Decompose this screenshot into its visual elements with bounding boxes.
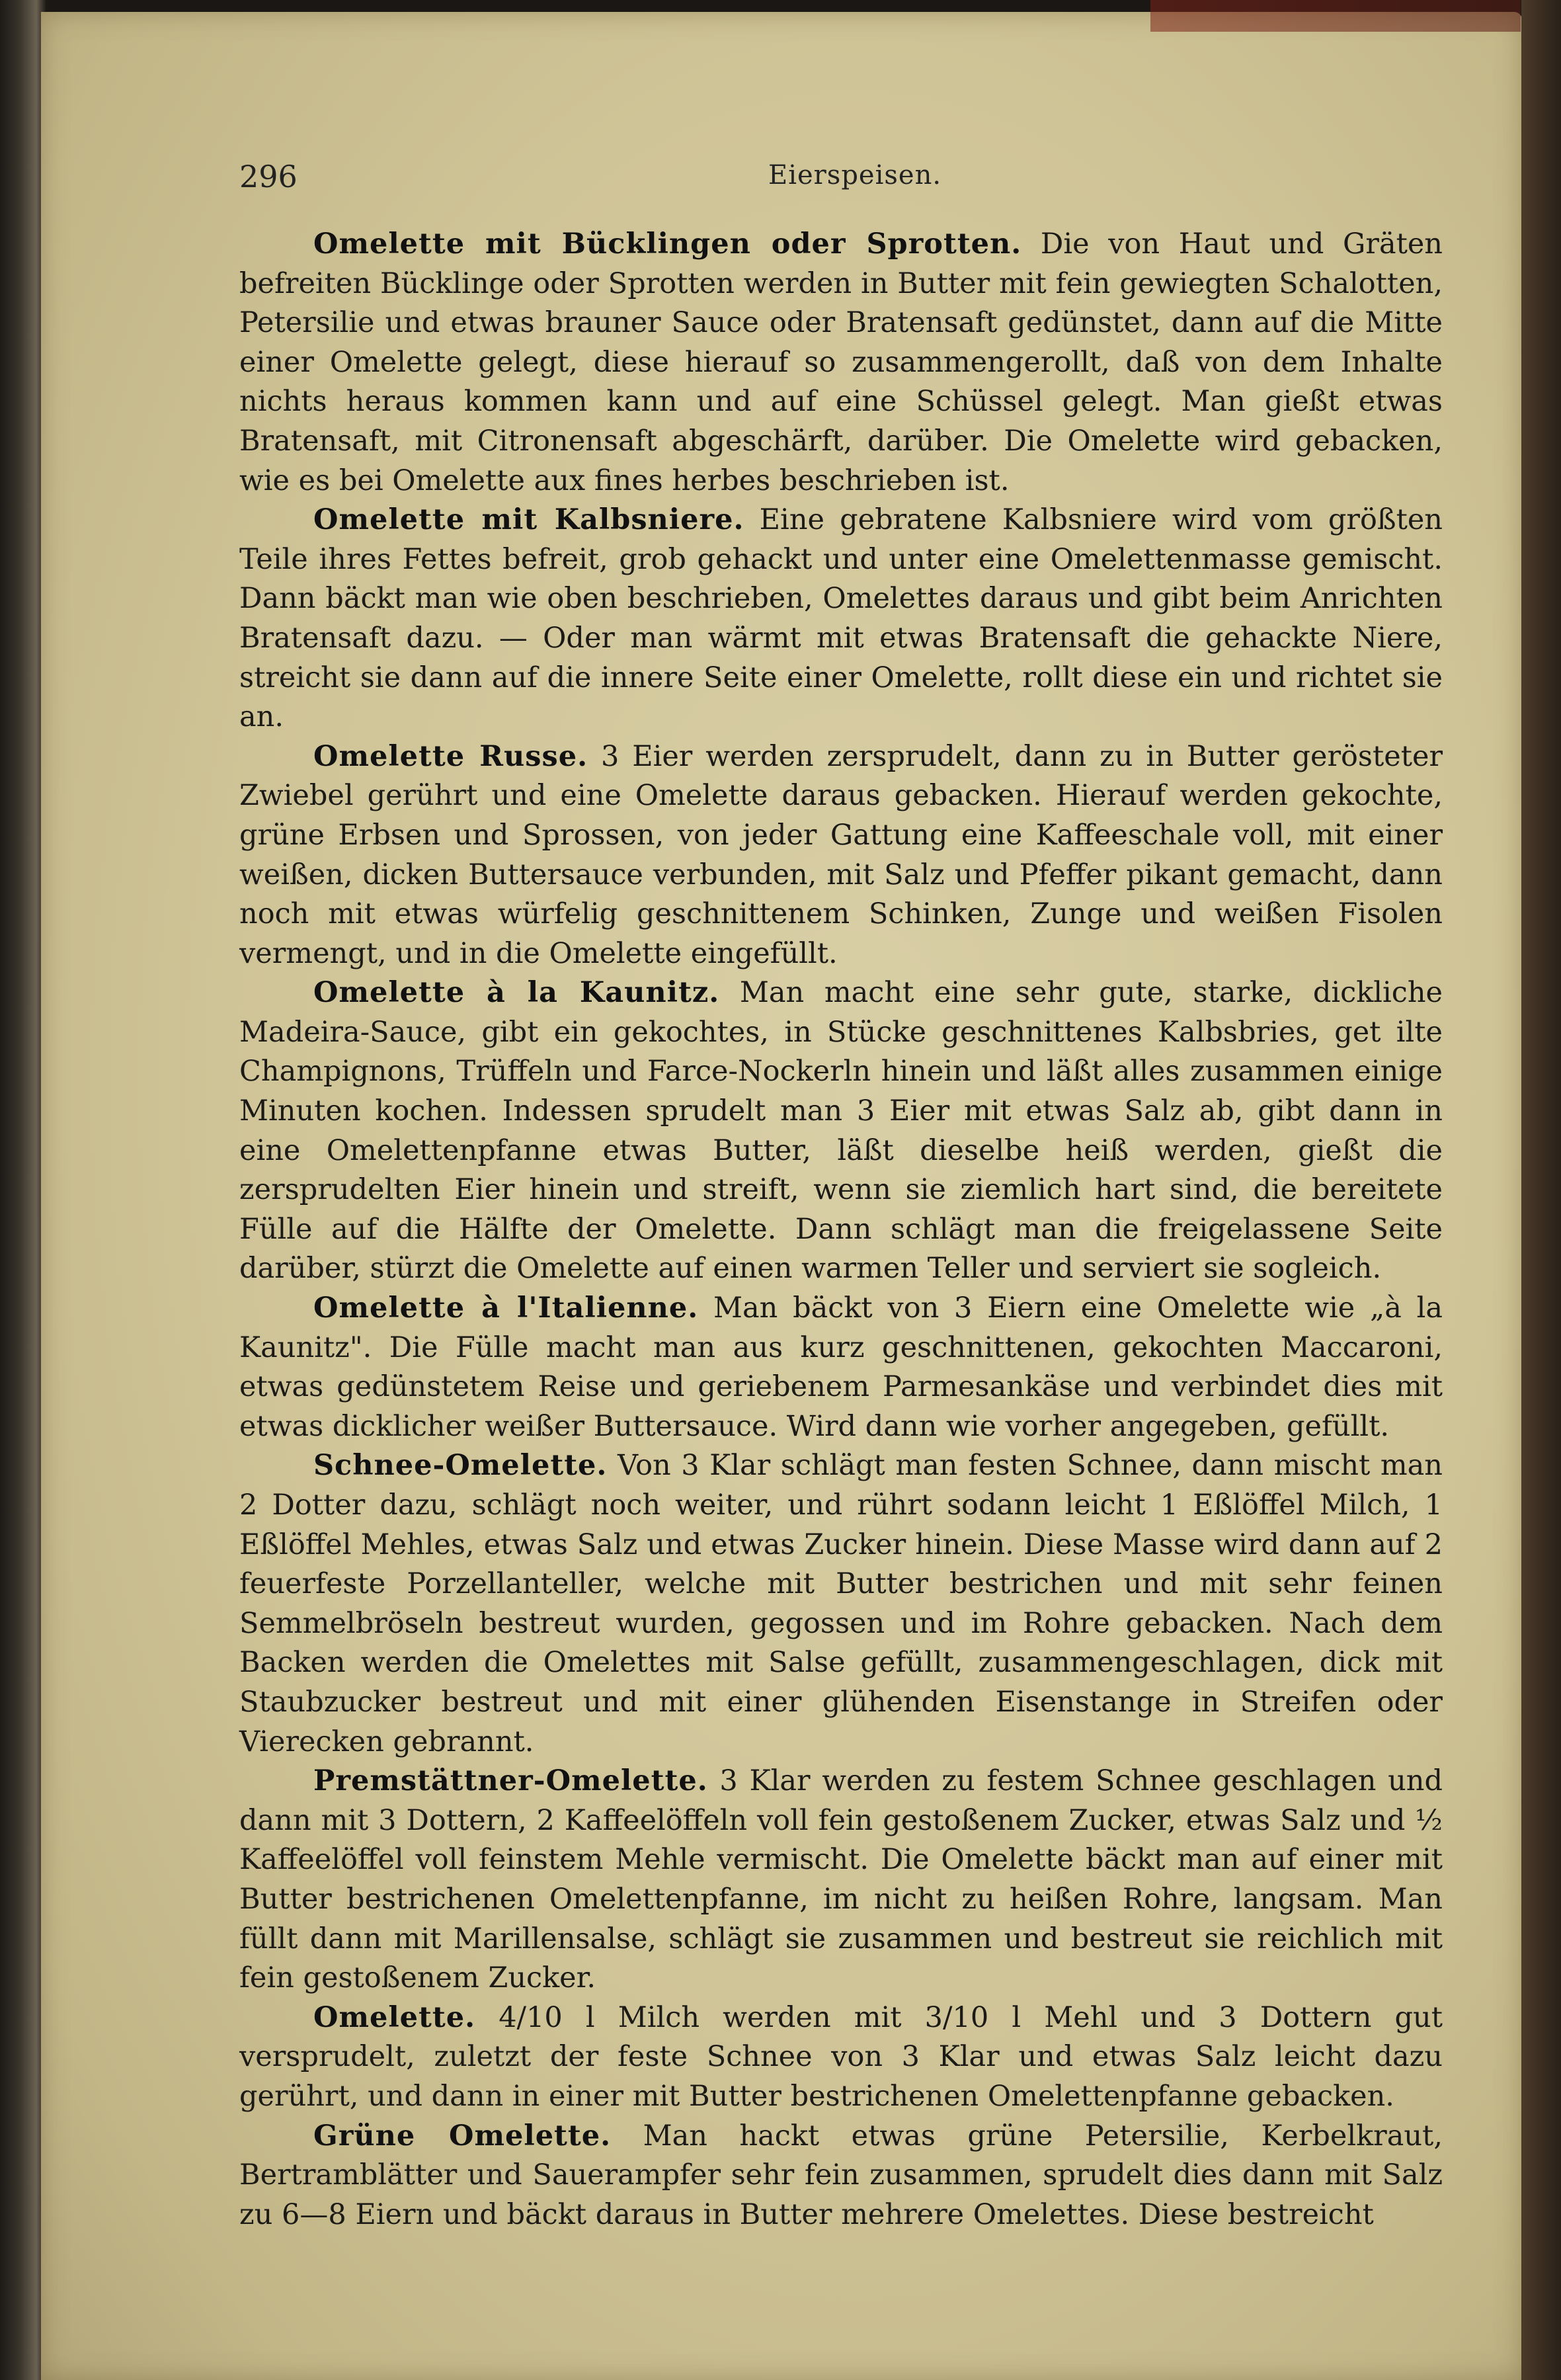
recipe-text: 3 Eier werden zersprudelt, dann zu in Butter gerösteter Zwiebel gerührt und eine Omelette daraus gebacken. Hierauf werden gekochte, grüne Erbsen und Sprossen, von jeder Gattung eine Kaffeeschale voll, mit einer weißen, dicken Buttersauce verbunden, mit Salz und Pfeffer pikant gemacht, dann noch mit etwas würfelig geschnittenem Schinken, Zunge und weißen Fisolen vermengt, und in die Omelette eingefüllt.: [239, 739, 1443, 970]
page-number: 296: [239, 159, 298, 194]
recipe-text: Man bäckt von 3 Eiern eine Omelette wie „à la Kaunitz". Die Fülle macht man aus kurz geschnittenen, gekochten Maccaroni, etwas gedünstetem Reise und geriebenem Parmesankäse und verbindet dies mit etwas dicklicher weißer Buttersauce. Wird dann wie vorher angegeben, gefüllt.: [239, 1292, 1443, 1443]
recipe-entry: [239, 1998, 1443, 2117]
page-header: [239, 159, 1429, 205]
recipe-entry: [239, 1289, 1443, 1446]
recipe-entry: [239, 2117, 1443, 2235]
recipe-text: Man macht eine sehr gute, starke, dickliche Madeira-Sauce, gibt ein gekochtes, in Stücke geschnittenes Kalbsbries, get ilte Champignons, Trüffeln und Farce-Nockerln hinein und läßt alles zusammen einige Minuten kochen. Indessen sprudelt man 3 Eier mit etwas Salz ab, gibt dann in eine Omelettenpfanne etwas Butter, läßt dieselbe heiß werden, gießt die zersprudelten Eier hinein und streift, wenn sie ziemlich hart sind, die bereitete Fülle auf die Hälfte der Omelette. Dann schlägt man die freigelassene Seite darüber, stürzt die Omelette auf einen warmen Teller und serviert sie sogleich.: [239, 976, 1443, 1286]
page-body: [239, 225, 1443, 2235]
recipe-title: Omelette Russe.: [313, 739, 588, 773]
recipe-title: Premstättner-Omelette.: [313, 1764, 708, 1798]
recipe-entry: [239, 501, 1443, 737]
recipe-title: Omelette à l'Italienne.: [313, 1292, 699, 1325]
recipe-text: 3 Klar werden zu festem Schnee geschlagen und dann mit 3 Dottern, 2 Kaffeelöffeln voll fein gestoßenem Zucker, etwas Salz und ½ Kaffeelöffel voll feinstem Mehle vermischt. Die Omelette bäckt man auf einer mit Butter bestrichenen Omelettenpfanne, im nicht zu heißen Rohre, langsam. Man füllt dann mit Marillensalse, schlägt sie zusammen und bestreut sie reichlich mit fein gestoßenem Zucker.: [239, 1764, 1443, 1995]
recipe-text: Man hackt etwas grüne Petersilie, Kerbelkraut, Bertramblätter und Sauerampfer sehr fein zusammen, sprudelt dies dann mit Salz zu 6—8 Eiern und bäckt daraus in Butter mehrere Omelettes. Diese bestreicht: [239, 2119, 1443, 2231]
recipe-entry: [239, 973, 1443, 1289]
page-edge: [1521, 0, 1561, 2380]
recipe-text: Von 3 Klar schlägt man festen Schnee, dann mischt man 2 Dotter dazu, schlägt noch weiter, und rührt sodann leicht 1 Eßlöffel Milch, 1 Eßlöffel Mehles, etwas Salz und etwas Zucker hinein. Diese Masse wird dann auf 2 feuerfeste Porzellanteller, welche mit Butter bestrichen und mit sehr feinen Semmelbröseln bestreut wurden, gegossen und im Rohre gebacken. Nach dem Backen werden die Omelettes mit Salse gefüllt, zusammengeschlagen, dick mit Staubzucker bestreut und mit einer glühenden Eisenstange in Streifen oder Vierecken gebrannt.: [239, 1449, 1443, 1758]
recipe-title: Omelette mit Bücklingen oder Sprotten.: [313, 227, 1022, 261]
ribbon-strip: [1150, 0, 1521, 32]
recipe-text: Die von Haut und Gräten befreiten Bücklinge oder Sprotten werden in Butter mit fein gewiegten Schalotten, Petersilie und etwas brauner Sauce oder Bratensaft gedünstet, dann auf die Mitte einer Omelette gelegt, diese hierauf so zusammengerollt, daß von dem Inhalte nichts heraus kommen kann und auf eine Schüssel gelegt. Man gießt etwas Bratensaft, mit Citronensaft abgeschärft, darüber. Die Omelette wird gebacken, wie es bei Omelette aux fines herbes beschrieben ist.: [239, 227, 1443, 497]
recipe-entry: [239, 737, 1443, 974]
recipe-entry: [239, 1446, 1443, 1762]
recipe-text: 4/10 l Milch werden mit 3/10 l Mehl und 3 Dottern gut versprudelt, zuletzt der feste Schnee von 3 Klar und etwas Salz leicht dazu gerührt, und dann in einer mit Butter bestrichenen Omelettenpfanne gebacken.: [239, 2000, 1443, 2113]
recipe-title: Omelette à la Kaunitz.: [313, 976, 720, 1010]
recipe-text: Eine gebratene Kalbsniere wird vom größten Teile ihres Fettes befreit, grob gehackt und unter eine Omelettenmasse gemischt. Dann bäckt man wie oben beschrieben, Omelettes daraus und gibt beim Anrichten Bratensaft dazu. — Oder man wärmt mit etwas Bratensaft die gehackte Niere, streicht sie dann auf die innere Seite einer Omelette, rollt diese ein und richtet sie an.: [239, 503, 1443, 734]
recipe-title: Omelette mit Kalbsniere.: [313, 503, 744, 537]
recipe-title: Grüne Omelette.: [313, 2119, 612, 2153]
running-head: Eierspeisen.: [768, 160, 942, 190]
recipe-title: Schnee-Omelette.: [313, 1449, 608, 1483]
recipe-entry: [239, 1762, 1443, 1998]
recipe-entry: [239, 225, 1443, 501]
recipe-title: Omelette.: [313, 2000, 476, 2034]
